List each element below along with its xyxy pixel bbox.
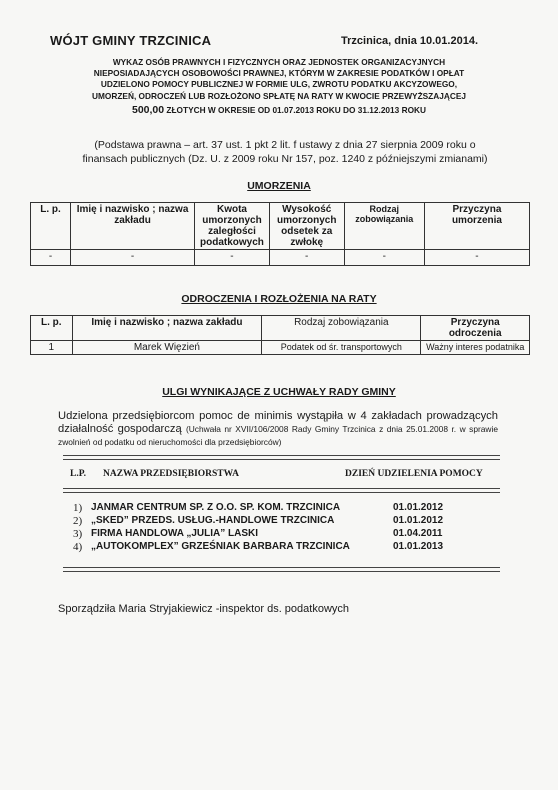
aid-date: 01.04.2011 bbox=[393, 528, 443, 539]
ulgi-main-text: Udzielona przedsiębiorcom pomoc de minimis wystąpiła w 4 zakładach prowadzących działalność gospodarczą bbox=[58, 410, 498, 435]
period-text: ZŁOTYCH W OKRESIE OD 01.07.2013 ROKU DO 31.12.2013 ROKU bbox=[166, 105, 427, 115]
company-name: „SKED” PRZEDS. USŁUG.-HANDLOWE TRZCINICA bbox=[91, 515, 335, 526]
title-line: UDZIELONO POMOCY PUBLICZNEJ W FORMIE ULG, ZWROTU PODATKU AKCYZOWEGO, bbox=[100, 79, 458, 90]
legal-basis-line: (Podstawa prawna – art. 37 ust. 1 pkt 2 lit. f ustawy z dnia 27 sierpnia 2009 roku o bbox=[94, 139, 476, 151]
column-header: Imię i nazwisko ; nazwa zakładu bbox=[72, 316, 262, 341]
double-rule bbox=[63, 488, 500, 493]
place-and-date: Trzcinica, dnia 10.01.2014. bbox=[341, 35, 478, 47]
list-header-lp: L.P. bbox=[70, 469, 87, 479]
aid-date: 01.01.2012 bbox=[393, 515, 444, 526]
prepared-by: Sporządziła Maria Stryjakiewicz -inspektor ds. podatkowych bbox=[58, 603, 350, 615]
title-amount-line bbox=[40, 104, 518, 116]
column-header: L. p. bbox=[31, 203, 71, 250]
ulgi-resolution-reference: (Uchwała nr XVII/106/2008 Rady Gminy Trzcinica z dnia 25.01.2008 r. w sprawie zwolnień od podatku od nieruchomości dla przedsiębiorców) bbox=[58, 424, 498, 447]
section-heading-ulgi: ULGI WYNIKAJĄCE Z UCHWAŁY RADY GMINY bbox=[162, 386, 396, 398]
item-number: 4) bbox=[73, 541, 83, 553]
table-header-row bbox=[31, 203, 530, 250]
table-cell: - bbox=[344, 250, 424, 266]
table-cell: - bbox=[269, 250, 344, 266]
aid-date: 01.01.2012 bbox=[393, 502, 444, 513]
table-cell: - bbox=[71, 250, 195, 266]
section-heading-odroczenia: ODROCZENIA I ROZŁOŻENIA NA RATY bbox=[181, 293, 377, 305]
umorzenia-table bbox=[30, 202, 530, 266]
legal-basis bbox=[60, 138, 510, 166]
document-title bbox=[40, 57, 518, 102]
column-header: Rodzaj zobowiązania bbox=[344, 203, 424, 250]
column-header: Przyczyna umorzenia bbox=[424, 203, 529, 250]
item-number: 2) bbox=[73, 515, 83, 527]
table-cell: - bbox=[424, 250, 529, 266]
table-cell: - bbox=[195, 250, 270, 266]
threshold-amount: 500,00 bbox=[131, 104, 165, 116]
list-header-date: DZIEŃ UDZIELENIA POMOCY bbox=[345, 469, 483, 479]
table-cell: 1 bbox=[31, 341, 73, 355]
company-name: FIRMA HANDLOWA „JULIA” LASKI bbox=[91, 528, 259, 539]
company-name: JANMAR CENTRUM SP. Z O.O. SP. KOM. TRZCINICA bbox=[91, 502, 341, 513]
company-name: „AUTOKOMPLEX” GRZEŚNIAK BARBARA TRZCINICA bbox=[91, 541, 350, 552]
list-header-name: NAZWA PRZEDSIĘBIORSTWA bbox=[103, 469, 239, 479]
table-row bbox=[31, 341, 530, 355]
double-rule bbox=[63, 455, 500, 460]
column-header: L. p. bbox=[31, 316, 73, 341]
title-line: WYKAZ OSÓB PRAWNYCH I FIZYCZNYCH ORAZ JEDNOSTEK ORGANIZACYJNYCH bbox=[112, 57, 446, 67]
section-heading-umorzenia: UMORZENIA bbox=[247, 180, 311, 192]
ulgi-description bbox=[58, 410, 498, 449]
table-cell: - bbox=[31, 250, 71, 266]
table-cell: Ważny interes podatnika bbox=[421, 341, 530, 355]
item-number: 1) bbox=[73, 502, 83, 514]
item-number: 3) bbox=[73, 528, 83, 540]
table-row bbox=[31, 250, 530, 266]
table-header-row bbox=[31, 316, 530, 341]
aid-date: 01.01.2013 bbox=[393, 541, 444, 552]
table-cell: Marek Więzień bbox=[72, 341, 262, 355]
column-header: Rodzaj zobowiązania bbox=[262, 316, 421, 341]
odroczenia-table bbox=[30, 315, 530, 355]
authority-name: WÓJT GMINY TRZCINICA bbox=[50, 33, 212, 48]
column-header: Kwota umorzonych zaległości podatkowych bbox=[195, 203, 270, 250]
table-cell: Podatek od śr. transportowych bbox=[262, 341, 421, 355]
title-line: UMORZEŃ, ODROCZEŃ LUB ROZŁOŻONO SPŁATĘ NA RATY W KWOCIE PRZEWYŻSZAJĄCEJ bbox=[92, 90, 466, 101]
double-rule bbox=[63, 567, 500, 572]
legal-basis-line: finansach publicznych (Dz. U. z 2009 roku Nr 157, poz. 1240 z późniejszymi zmianami) bbox=[82, 153, 488, 165]
column-header: Wysokość umorzonych odsetek za zwłokę bbox=[269, 203, 344, 250]
column-header: Imię i nazwisko ; nazwa zakładu bbox=[71, 203, 195, 250]
column-header: Przyczyna odroczenia bbox=[421, 316, 530, 341]
title-line: NIEPOSIADAJĄCYCH OSOBOWOŚCI PRAWNEJ, KTÓRYM W ZAKRESIE PODATKÓW I OPŁAT bbox=[93, 68, 465, 79]
